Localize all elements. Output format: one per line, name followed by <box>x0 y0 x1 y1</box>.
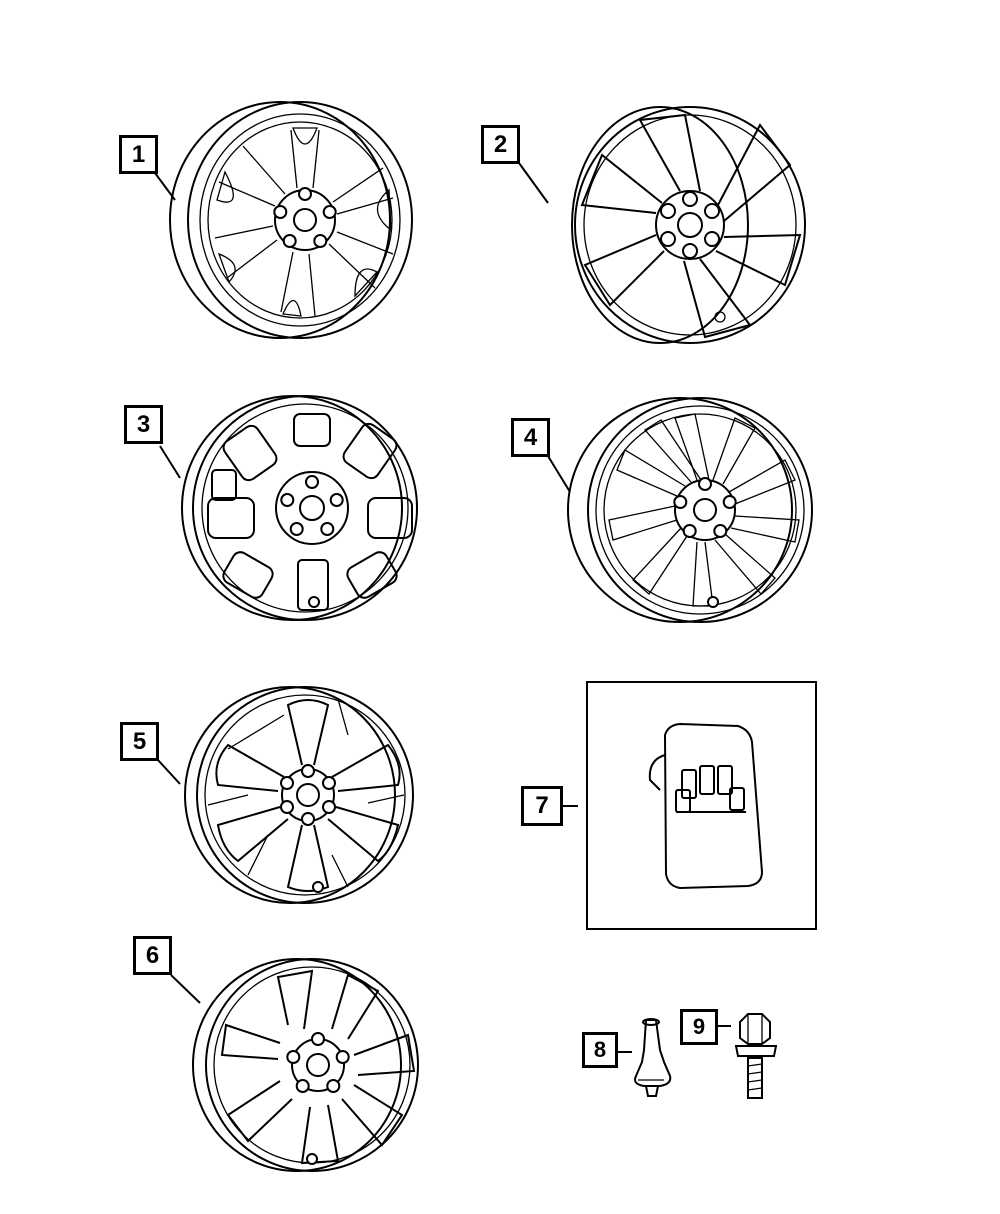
callout-7: 7 <box>521 786 563 826</box>
callout-3: 3 <box>124 405 163 444</box>
tpms-sensor-icon <box>650 724 762 888</box>
callout-6: 6 <box>133 936 172 975</box>
wheel-3-icon <box>182 396 417 620</box>
callout-9: 9 <box>680 1009 718 1045</box>
callout-4: 4 <box>511 418 550 457</box>
wheel-4-icon <box>568 398 812 622</box>
wheel-6-icon <box>193 959 418 1171</box>
wheel-5-icon <box>185 687 413 903</box>
callout-5: 5 <box>120 722 159 761</box>
wheel-1-icon <box>170 102 412 338</box>
callout-2: 2 <box>481 125 520 164</box>
tpms-sensor-box <box>587 682 816 929</box>
callout-8: 8 <box>582 1032 618 1068</box>
wheel-2-icon <box>572 107 805 343</box>
lug-nut-icon <box>736 1014 776 1098</box>
callout-1: 1 <box>119 135 158 174</box>
valve-stem-icon <box>635 1019 670 1096</box>
